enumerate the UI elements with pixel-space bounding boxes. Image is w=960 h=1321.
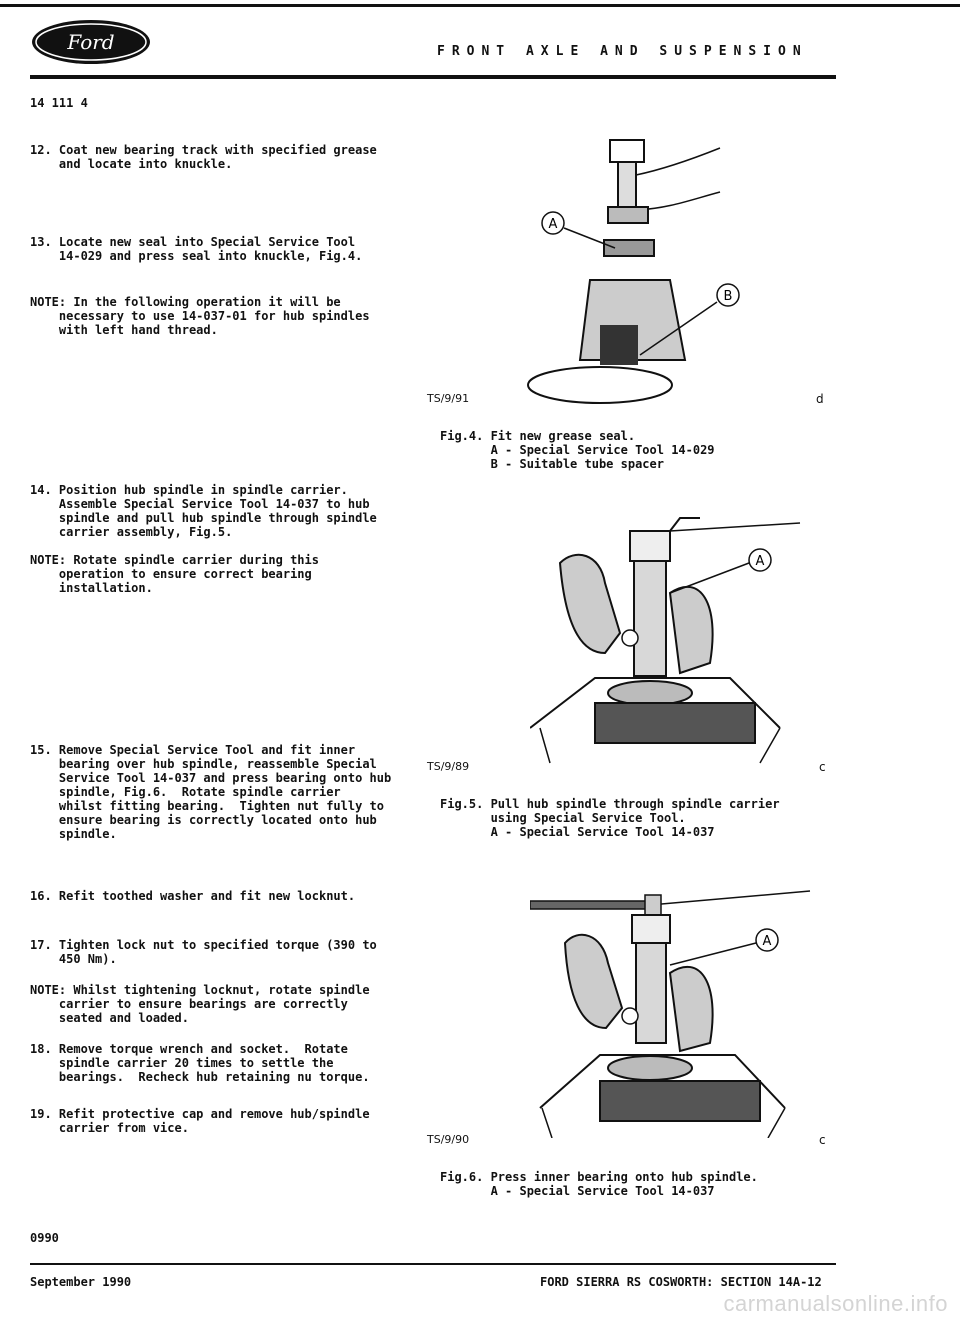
- svg-text:A: A: [755, 554, 765, 569]
- figure-4-reference: TS/9/91: [427, 392, 470, 405]
- page-reference: 14 111 4: [30, 96, 88, 110]
- step-17: 17. Tighten lock nut to specified torque (390 to 450 Nm).: [30, 938, 377, 966]
- header-rule: [30, 75, 836, 79]
- footer-section: FORD SIERRA RS COSWORTH: SECTION 14A-12: [540, 1275, 822, 1289]
- step-18: 18. Remove torque wrench and socket. Rotate spindle carrier 20 times to settle the bearings. Recheck hub retaining nu torque.: [30, 1042, 370, 1084]
- svg-text:A: A: [762, 934, 772, 949]
- figure-5-illustration: [530, 513, 810, 768]
- figure-4-caption: Fig.4. Fit new grease seal. A - Special Service Tool 14-029 B - Suitable tube spacer: [440, 429, 715, 471]
- step-19: 19. Refit protective cap and remove hub/spindle carrier from vice.: [30, 1107, 370, 1135]
- note-left-hand-thread: NOTE: In the following operation it will be necessary to use 14-037-01 for hub spindles with left hand thread.: [30, 295, 370, 337]
- figure-6-caption: Fig.6. Press inner bearing onto hub spindle. A - Special Service Tool 14-037: [440, 1170, 758, 1198]
- step-13: 13. Locate new seal into Special Service Tool 14-029 and press seal into knuckle, Fig.4.: [30, 235, 363, 263]
- figure-4-illustration: [520, 130, 750, 410]
- step-12: 12. Coat new bearing track with specified grease and locate into knuckle.: [30, 143, 377, 171]
- step-14: 14. Position hub spindle in spindle carrier. Assemble Special Service Tool 14-037 to hub spindle and pull hub spindle through spindle carrier assembly, Fig.5.: [30, 483, 377, 539]
- figure-5-caption: Fig.5. Pull hub spindle through spindle carrier using Special Service Tool. A - Special Service Tool 14-037: [440, 797, 780, 839]
- figure-5-corner-mark: c: [819, 760, 826, 774]
- top-border-line: [0, 4, 960, 7]
- page-header-title: FRONT AXLE AND SUSPENSION: [437, 44, 808, 59]
- figure-6-illustration: [530, 883, 820, 1138]
- svg-text:Ford: Ford: [67, 30, 115, 54]
- step-16: 16. Refit toothed washer and fit new locknut.: [30, 889, 356, 903]
- step-15: 15. Remove Special Service Tool and fit inner bearing over hub spindle, reassemble Special Service Tool 14-037 and press bearing onto hub spindle, Fig.6. Rotate spindle carrier whilst fitting bearing. Tighten nut fully to ensure bearing is correctly located onto hub spindle.: [30, 743, 392, 841]
- footer-date: September 1990: [30, 1275, 132, 1289]
- figure-4-corner-mark: d: [816, 392, 824, 406]
- figure-6-reference: TS/9/90: [427, 1133, 470, 1146]
- page-code: 0990: [30, 1231, 59, 1245]
- watermark-text: carmanualsonline.info: [723, 1291, 948, 1316]
- note-rotate-carrier: NOTE: Rotate spindle carrier during this operation to ensure correct bearing installation.: [30, 553, 319, 595]
- ford-logo: [30, 18, 152, 66]
- figure-6-corner-mark: c: [819, 1133, 826, 1147]
- note-tightening: NOTE: Whilst tightening locknut, rotate spindle carrier to ensure bearings are correctly seated and loaded.: [30, 983, 370, 1025]
- footer-rule: [30, 1263, 836, 1265]
- svg-text:A: A: [548, 217, 558, 232]
- svg-text:B: B: [723, 289, 733, 304]
- figure-5-reference: TS/9/89: [427, 760, 470, 773]
